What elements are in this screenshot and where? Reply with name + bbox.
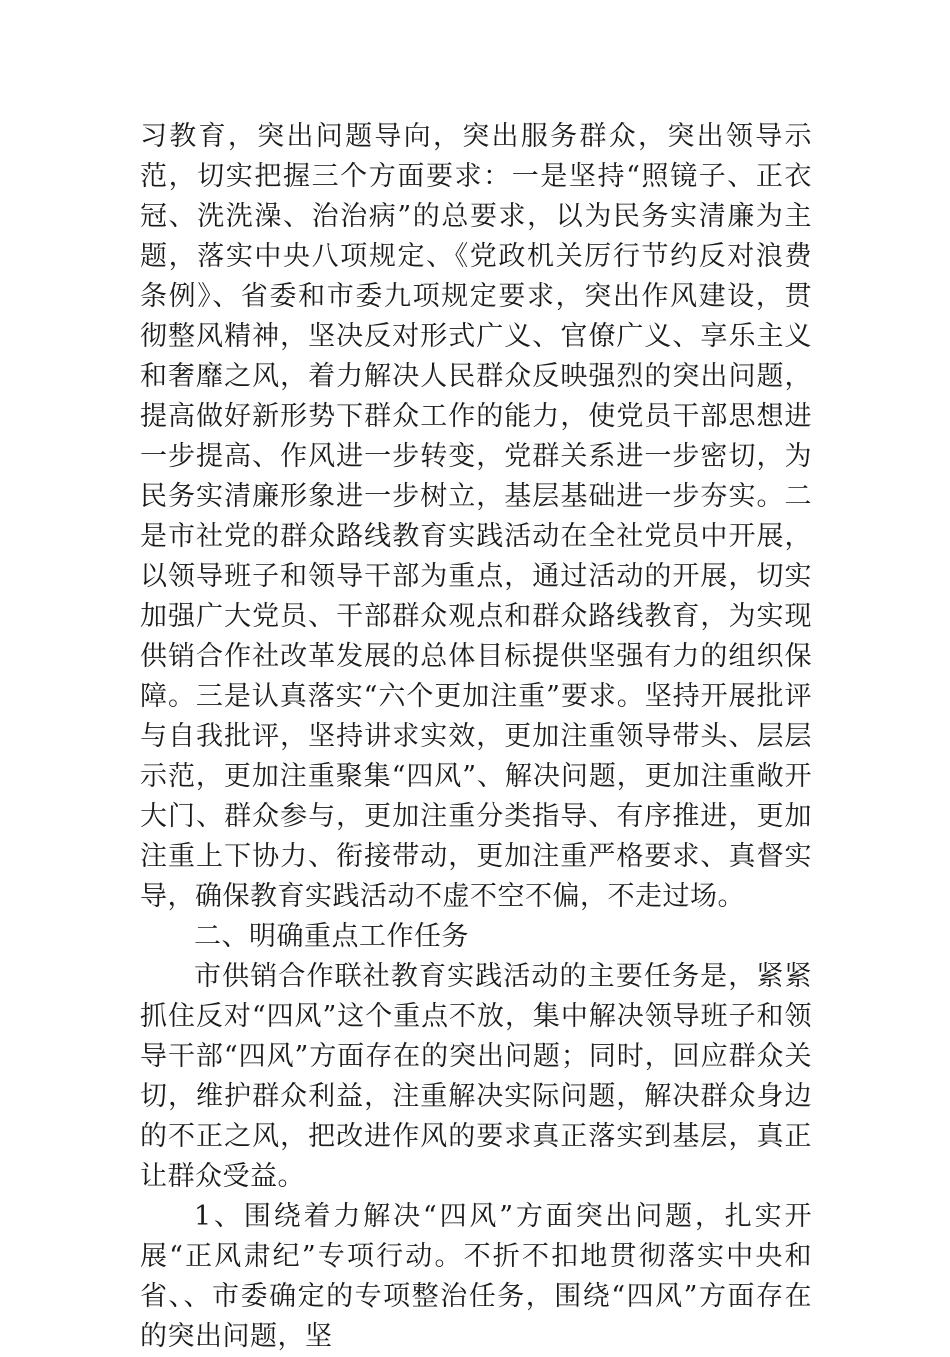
- body-paragraph-continued: 习教育，突出问题导向，突出服务群众，突出领导示范，切实把握三个方面要求：一是坚持“照镜子、正衣冠、洗洗澡、治治病”的总要求，以为民务实清廉为主题，落实中央八项规定、《党政机关厉行节约反对浪费条例》、省委和市委九项规定要求，突出作风建设，贯彻整风精神，坚决反对形式广义、官僚广义、享乐主义和奢靡之风，着力解决人民群众反映强烈的突出问题，提高做好新形势下群众工作的能力，使党员干部思想进一步提高、作风进一步转变，党群关系进一步密切，为民务实清廉形象进一步树立，基层基础进一步夯实。二是市社党的群众路线教育实践活动在全社党员中开展，以领导班子和领导干部为重点，通过活动的开展，切实加强广大党员、干部群众观点和群众路线教育，为实现供销合作社改革发展的总体目标提供坚强有力的组织保障。三是认真落实“六个更加注重”要求。坚持开展批评与自我批评，坚持讲求实效，更加注重领导带头、层层示范，更加注重聚集“四风”、解决问题，更加注重敞开大门、群众参与，更加注重分类指导、有序推进，更加注重上下协力、衔接带动，更加注重严格要求、真督实导，确保教育实践活动不虚不空不偏，不走过场。: [140, 121, 812, 912]
- body-paragraph-item-one: 1、围绕着力解决“四风”方面突出问题，扎实开展“正风肃纪”专项行动。不折不扣地贯彻落实中央和省、、市委确定的专项整治任务，围绕“四风”方面存在的突出问题，坚: [140, 1201, 812, 1352]
- body-paragraph-main-tasks: 市供销合作联社教育实践活动的主要任务是，紧紧抓住反对“四风”这个重点不放，集中解决领导班子和领导干部“四风”方面存在的突出问题；同时，回应群众关切，维护群众利益，注重解决实际问题，解决群众身边的不正之风，把改进作风的要求真正落实到基层，真正让群众受益。: [140, 961, 812, 1192]
- document-body: [140, 117, 812, 1357]
- section-heading-two: 二、明确重点工作任务: [194, 921, 469, 952]
